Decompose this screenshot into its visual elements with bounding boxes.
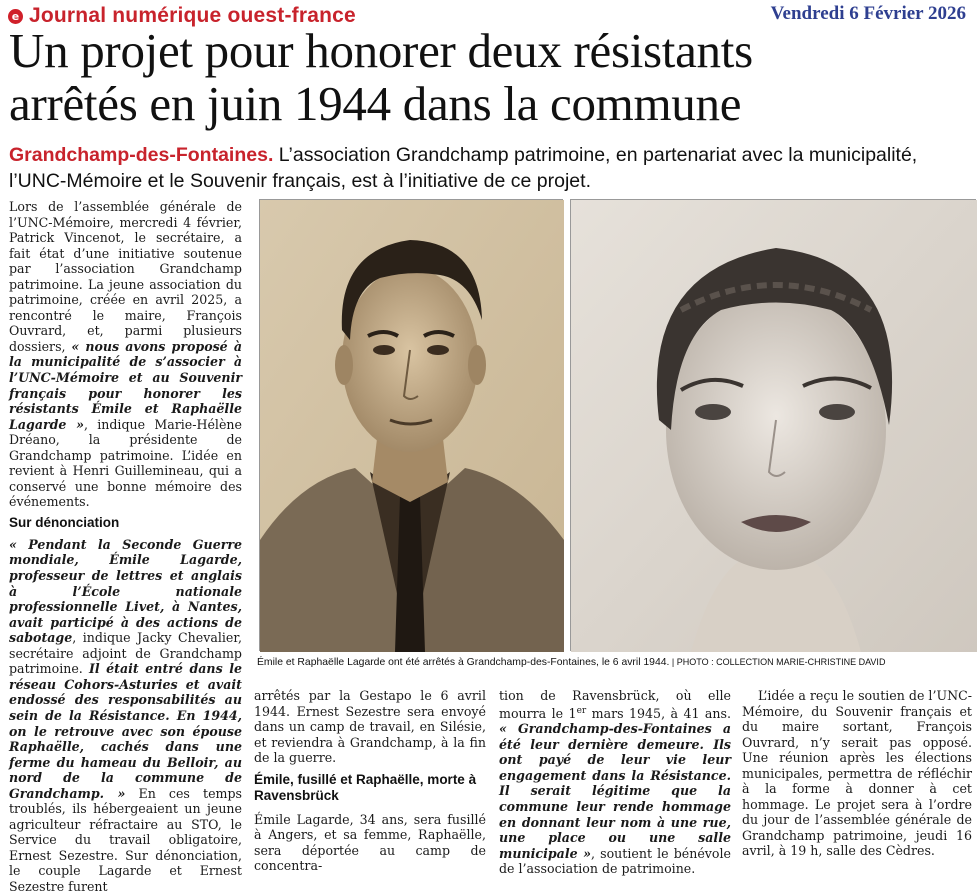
subheading-fates: Émile, fusillé et Raphaëlle, morte à Ravensbrück — [254, 771, 477, 803]
quote: « Grandchamp-des-Fontaines a été leur dernière demeure. Ils ont payé de leur vie leur engagement dans la Résistance. Il serait légitime que la commune leur rende hommage en donnant leur nom à une rue, une place ou une salle municipale » — [499, 721, 731, 861]
portrait-woman-image — [571, 200, 977, 652]
text-run: Lors de l’assemblée générale de l’UNC-Mémoire, mercredi 4 février, Patrick Vincenot, le secrétaire, a fait état d’une initiative soutenue par l’association Grandchamp patrimoine. La jeune association du patrimoine, créée en avril 2025, a rencontré le maire, François Ouvrard, et, parmi plusieurs dossiers, — [9, 199, 242, 354]
photo-raphaelle-lagarde — [570, 199, 976, 651]
headline-line-1: Un projet pour honorer deux résistants — [9, 23, 753, 78]
text-run: , indique Marie-Hélène Dréano, la présidente de Grandchamp patrimoine. L’idée en revient à Henri Guillemineau, qui a conservé une bonne mémoire des événements. — [9, 416, 242, 510]
text-run: tion de Ravensbrück, où elle mourra le 1 — [499, 688, 731, 721]
headline — [9, 24, 974, 130]
paragraph — [9, 537, 242, 895]
caption-text: Émile et Raphaëlle Lagarde ont été arrêtés à Grandchamp-des-Fontaines, le 6 avril 1944. — [257, 657, 670, 668]
photo-credit: | PHOTO : COLLECTION MARIE-CHRISTINE DAVID — [669, 657, 886, 667]
superscript: er — [576, 705, 587, 716]
paragraph — [499, 688, 731, 877]
issue-date: Vendredi 6 Février 2026 — [770, 3, 966, 24]
text-run: , indique Jacky Chevalier, secrétaire adjoint de Grandchamp patrimoine. — [9, 630, 242, 677]
subheading-denunciation: Sur dénonciation — [9, 514, 120, 530]
article-column-2 — [254, 688, 486, 874]
article-column-1 — [9, 199, 242, 895]
text-run: , soutient le bénévole de l’association de patrimoine. — [499, 845, 731, 877]
paragraph: Émile Lagarde, 34 ans, sera fusillé à Angers, et sa femme, Raphaëlle, sera déportée au camp de concentra- — [254, 811, 486, 874]
text-run: En ces temps troublés, ils hébergeaient un jeune agriculteur réfractaire au STO, le Service du travail obligatoire, Ernest Sezestre. Sur dénonciation, le couple Lagarde et Ernest Sezestre furent — [9, 785, 242, 894]
paragraph — [9, 199, 242, 510]
ouest-france-logo-icon: e — [8, 9, 23, 24]
quote: « nous avons proposé à la municipalité de s’associer à l’UNC-Mémoire et au Souvenir français pour honorer les résistants Émile et Raphaëlle Lagarde » — [9, 338, 242, 432]
headline-line-2: arrêtés en juin 1944 dans la commune — [9, 76, 742, 131]
lead-paragraph — [9, 142, 974, 194]
quote: « Pendant la Seconde Guerre mondiale, Émile Lagarde, professeur de lettres et anglais à l’École nationale professionnelle Livet, à Nantes, avait participé à des actions de sabotage — [9, 536, 242, 646]
paragraph: arrêtés par la Gestapo le 6 avril 1944. Ernest Sezestre sera envoyé dans un camp de travail, en Silésie, et reviendra à Grandchamp, à la fin de la guerre. — [254, 688, 486, 766]
paragraph: L’idée a reçu le soutien de l’UNC-Mémoire, du Souvenir français et du maire sortant, François Ouvrard, n’y serait pas opposé. Une réunion après les élections municipales, permettra de réfléchir à la forme à donner à cet hommage. Le projet sera à l’ordre du jour de l’assemblée générale de Grandchamp patrimoine, jeudi 16 avril, à 19 h, salle des Cèdres. — [742, 688, 972, 859]
article-column-4 — [742, 688, 972, 859]
lead-place: Grandchamp-des-Fontaines. — [9, 144, 274, 166]
quote: Il était entré dans le réseau Cohors-Asturies et avait endossé des responsabilités au sein de la Résistance. En 1944, on le retrouve avec son épouse Raphaëlle, cachés dans une ferme du hameau du Belloir, au nord de la commune de Grandchamp. » — [9, 661, 242, 801]
brand-name: Journal numérique ouest-france — [29, 4, 356, 27]
article-column-3 — [499, 688, 731, 877]
photo-emile-lagarde — [259, 199, 563, 651]
lead-text: L’association Grandchamp patrimoine, en partenariat avec la municipalité, l’UNC-Mémoire et le Souvenir français, est à l’initiative de ce projet. — [9, 144, 918, 192]
photo-caption — [257, 656, 973, 669]
text-run: mars 1945, à 41 ans. — [586, 705, 732, 721]
portrait-man-image — [260, 200, 564, 652]
